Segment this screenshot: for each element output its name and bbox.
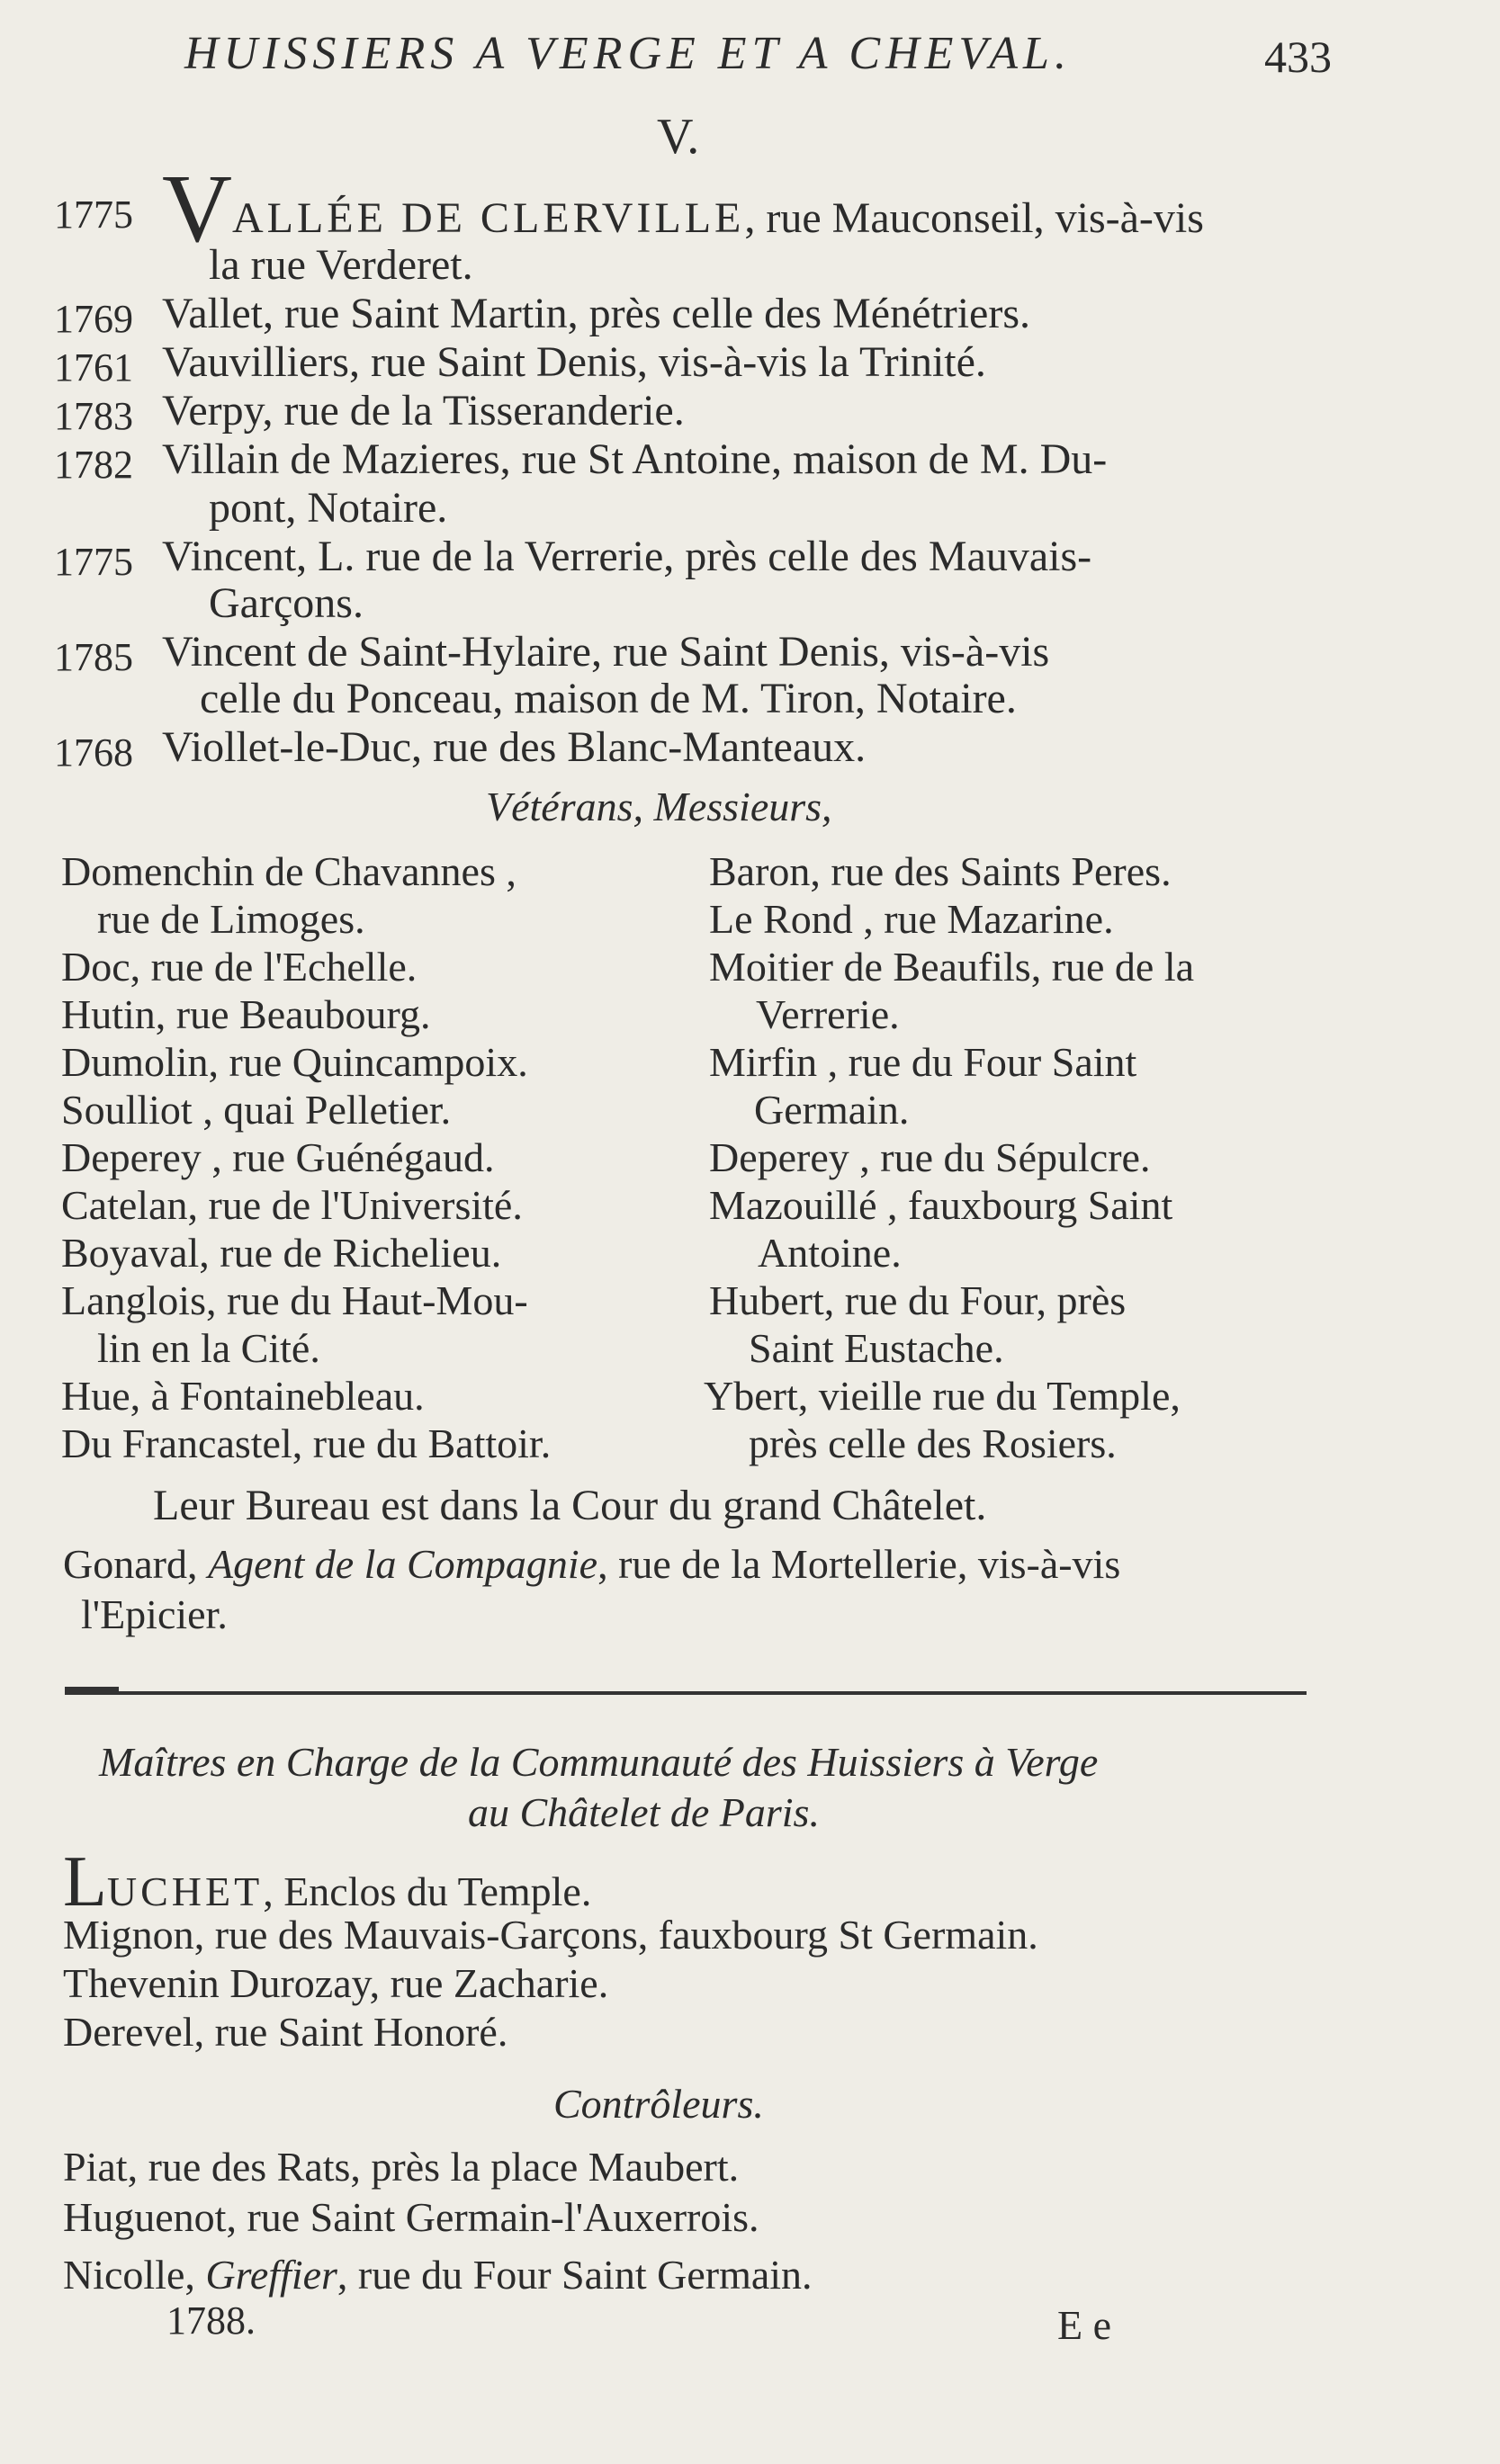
section-letter: V.	[657, 109, 700, 165]
veteran-line: Langlois, rue du Haut-Mou-	[61, 1277, 528, 1323]
veteran-line: Soulliot , quai Pelletier.	[61, 1087, 452, 1133]
veteran-line: Domenchin de Chavannes ,	[61, 848, 516, 894]
entry-year: 1785	[54, 635, 133, 679]
veteran-line: Antoine.	[758, 1230, 902, 1276]
entry-continuation: Garçons.	[209, 579, 364, 627]
footer-year: 1788.	[166, 2298, 256, 2343]
entry-year: 1775	[54, 540, 133, 584]
veteran-line: Deperey , rue Guénégaud.	[61, 1134, 495, 1180]
veteran-line: Doc, rue de l'Echelle.	[61, 944, 418, 990]
veteran-line: Germain.	[754, 1087, 910, 1133]
veteran-line: lin en la Cité.	[97, 1325, 320, 1371]
veteran-line: Mirfin , rue du Four Saint	[709, 1039, 1137, 1085]
veterans-heading: Vétérans, Messieurs,	[486, 784, 832, 829]
veteran-line: Le Rond , rue Mazarine.	[709, 896, 1114, 942]
veteran-line: Boyaval, rue de Richelieu.	[61, 1230, 502, 1276]
entry-text: Vallet, rue Saint Martin, près celle des Ménétriers.	[162, 290, 1031, 337]
agent-line: Gonard, Agent de la Compagnie, rue de la Mortellerie, vis-à-vis	[63, 1541, 1121, 1587]
veteran-line: Dumolin, rue Quincampoix.	[61, 1039, 528, 1085]
greffier-entry: Nicolle, Greffier, rue du Four Saint Germain.	[63, 2252, 813, 2298]
veteran-line: Du Francastel, rue du Battoir.	[61, 1420, 552, 1466]
entry-year: 1769	[54, 297, 133, 341]
veteran-line: Hutin, rue Beaubourg.	[61, 991, 431, 1037]
entry-continuation: la rue Verderet.	[209, 241, 473, 289]
controleur-entry: Huguenot, rue Saint Germain-l'Auxerrois.	[63, 2194, 759, 2240]
entry-text: Vauvilliers, rue Saint Denis, vis-à-vis la Trinité.	[162, 338, 986, 386]
controleur-entry: Piat, rue des Rats, près la place Maubert.	[63, 2144, 740, 2190]
veteran-line: Verrerie.	[756, 991, 900, 1037]
veteran-line: rue de Limoges.	[97, 896, 365, 942]
entry-year: 1782	[54, 443, 133, 487]
veteran-line: Deperey , rue du Sépulcre.	[709, 1134, 1151, 1180]
maitre-entry: Thevenin Durozay, rue Zacharie.	[63, 1960, 609, 2006]
page-number: 433	[1264, 31, 1332, 82]
running-header: HUISSIERS A VERGE ET A CHEVAL.	[184, 28, 1072, 79]
entry-text: Verpy, rue de la Tisseranderie.	[162, 387, 685, 435]
entry-year: 1768	[54, 730, 133, 775]
entry-continuation: celle du Ponceau, maison de M. Tiron, Notaire.	[200, 675, 1017, 722]
entry-text: Viollet-le-Duc, rue des Blanc-Manteaux.	[162, 723, 867, 771]
veteran-line: Catelan, rue de l'Université.	[61, 1182, 523, 1228]
entry-continuation: pont, Notaire.	[209, 484, 448, 532]
maitre-entry: Derevel, rue Saint Honoré.	[63, 2009, 508, 2055]
entry-text: Villain de Mazieres, rue St Antoine, maison de M. Du-	[162, 435, 1108, 483]
maitre-entry: Mignon, rue des Mauvais-Garçons, fauxbourg St Germain.	[63, 1912, 1038, 1958]
entry-text: Vincent de Saint-Hylaire, rue Saint Denis, vis-à-vis	[162, 628, 1050, 676]
maitres-heading: Maîtres en Charge de la Communauté des Huissiers à Verge	[99, 1739, 1099, 1785]
entry-year: 1783	[54, 394, 133, 438]
veteran-line: Saint Eustache.	[749, 1325, 1004, 1371]
entry-text: VALLÉE DE CLERVILLE, rue Mauconseil, vis-à-vis	[162, 156, 1204, 263]
entry-year: 1775	[54, 193, 133, 237]
maitre-entry: LUCHET, Enclos du Temple.	[63, 1842, 592, 1922]
section-divider	[65, 1691, 1307, 1695]
agent-continuation: l'Epicier.	[81, 1591, 228, 1637]
maitres-heading-line2: au Châtelet de Paris.	[468, 1789, 820, 1835]
veteran-line: Moitier de Beaufils, rue de la	[709, 944, 1195, 990]
bureau-line: Leur Bureau est dans la Cour du grand Châtelet.	[153, 1482, 987, 1529]
veteran-line: Hue, à Fontainebleau.	[61, 1373, 425, 1419]
entry-year: 1761	[54, 345, 133, 390]
veteran-line: Ybert, vieille rue du Temple,	[704, 1373, 1181, 1419]
veteran-line: Hubert, rue du Four, près	[709, 1277, 1127, 1323]
veteran-line: près celle des Rosiers.	[749, 1420, 1117, 1466]
veteran-line: Mazouillé , fauxbourg Saint	[709, 1182, 1173, 1228]
veteran-line: Baron, rue des Saints Peres.	[709, 848, 1172, 894]
controleurs-heading: Contrôleurs.	[553, 2081, 764, 2127]
entry-text: Vincent, L. rue de la Verrerie, près celle des Mauvais-	[162, 533, 1092, 580]
signature-mark: E e	[1057, 2302, 1112, 2348]
